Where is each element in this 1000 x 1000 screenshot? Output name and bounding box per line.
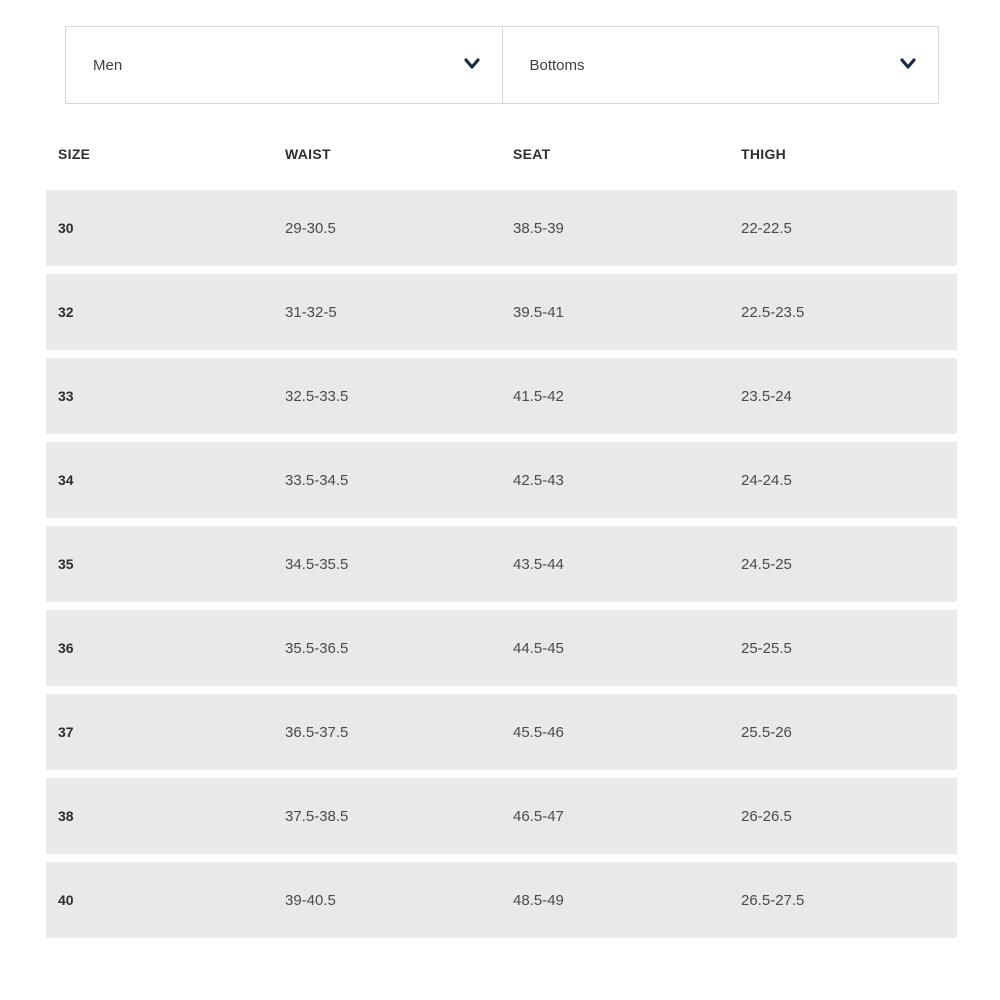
- size-cell: 40: [46, 862, 273, 938]
- table-header-row: [46, 126, 957, 182]
- size-cell: 33: [46, 358, 273, 434]
- table-row: [46, 190, 957, 266]
- waist-cell: 37.5-38.5: [273, 778, 501, 854]
- category-select[interactable]: [502, 27, 939, 103]
- header-waist: WAIST: [285, 146, 331, 162]
- waist-cell: 29-30.5: [273, 190, 501, 266]
- size-cell: 30: [46, 190, 273, 266]
- thigh-cell: 24.5-25: [729, 526, 957, 602]
- chevron-down-icon: [900, 58, 916, 70]
- size-cell: 36: [46, 610, 273, 686]
- size-cell: 32: [46, 274, 273, 350]
- header-size: SIZE: [58, 146, 91, 162]
- thigh-cell: 25-25.5: [729, 610, 957, 686]
- seat-cell: 42.5-43: [501, 442, 729, 518]
- seat-cell: 39.5-41: [501, 274, 729, 350]
- gender-select[interactable]: [66, 27, 502, 103]
- size-chart-table: [46, 118, 957, 946]
- table-row: [46, 442, 957, 518]
- seat-cell: 38.5-39: [501, 190, 729, 266]
- size-cell: 34: [46, 442, 273, 518]
- table-row: [46, 862, 957, 938]
- waist-cell: 31-32-5: [273, 274, 501, 350]
- thigh-cell: 22-22.5: [729, 190, 957, 266]
- thigh-cell: 26-26.5: [729, 778, 957, 854]
- table-row: [46, 778, 957, 854]
- table-row: [46, 526, 957, 602]
- waist-cell: 39-40.5: [273, 862, 501, 938]
- size-cell: 38: [46, 778, 273, 854]
- table-row: [46, 610, 957, 686]
- table-row: [46, 694, 957, 770]
- header-seat: SEAT: [513, 146, 551, 162]
- table-row: [46, 358, 957, 434]
- size-cell: 37: [46, 694, 273, 770]
- table-row: [46, 274, 957, 350]
- seat-cell: 44.5-45: [501, 610, 729, 686]
- size-guide-filters: [65, 26, 939, 104]
- seat-cell: 43.5-44: [501, 526, 729, 602]
- waist-cell: 33.5-34.5: [273, 442, 501, 518]
- waist-cell: 34.5-35.5: [273, 526, 501, 602]
- chevron-down-icon: [464, 58, 480, 70]
- thigh-cell: 23.5-24: [729, 358, 957, 434]
- seat-cell: 46.5-47: [501, 778, 729, 854]
- thigh-cell: 24-24.5: [729, 442, 957, 518]
- gender-select-value: Men: [93, 57, 123, 74]
- thigh-cell: 26.5-27.5: [729, 862, 957, 938]
- header-thigh: THIGH: [741, 146, 787, 162]
- thigh-cell: 25.5-26: [729, 694, 957, 770]
- waist-cell: 32.5-33.5: [273, 358, 501, 434]
- thigh-cell: 22.5-23.5: [729, 274, 957, 350]
- size-cell: 35: [46, 526, 273, 602]
- waist-cell: 35.5-36.5: [273, 610, 501, 686]
- seat-cell: 41.5-42: [501, 358, 729, 434]
- seat-cell: 48.5-49: [501, 862, 729, 938]
- category-select-value: Bottoms: [529, 57, 585, 74]
- seat-cell: 45.5-46: [501, 694, 729, 770]
- waist-cell: 36.5-37.5: [273, 694, 501, 770]
